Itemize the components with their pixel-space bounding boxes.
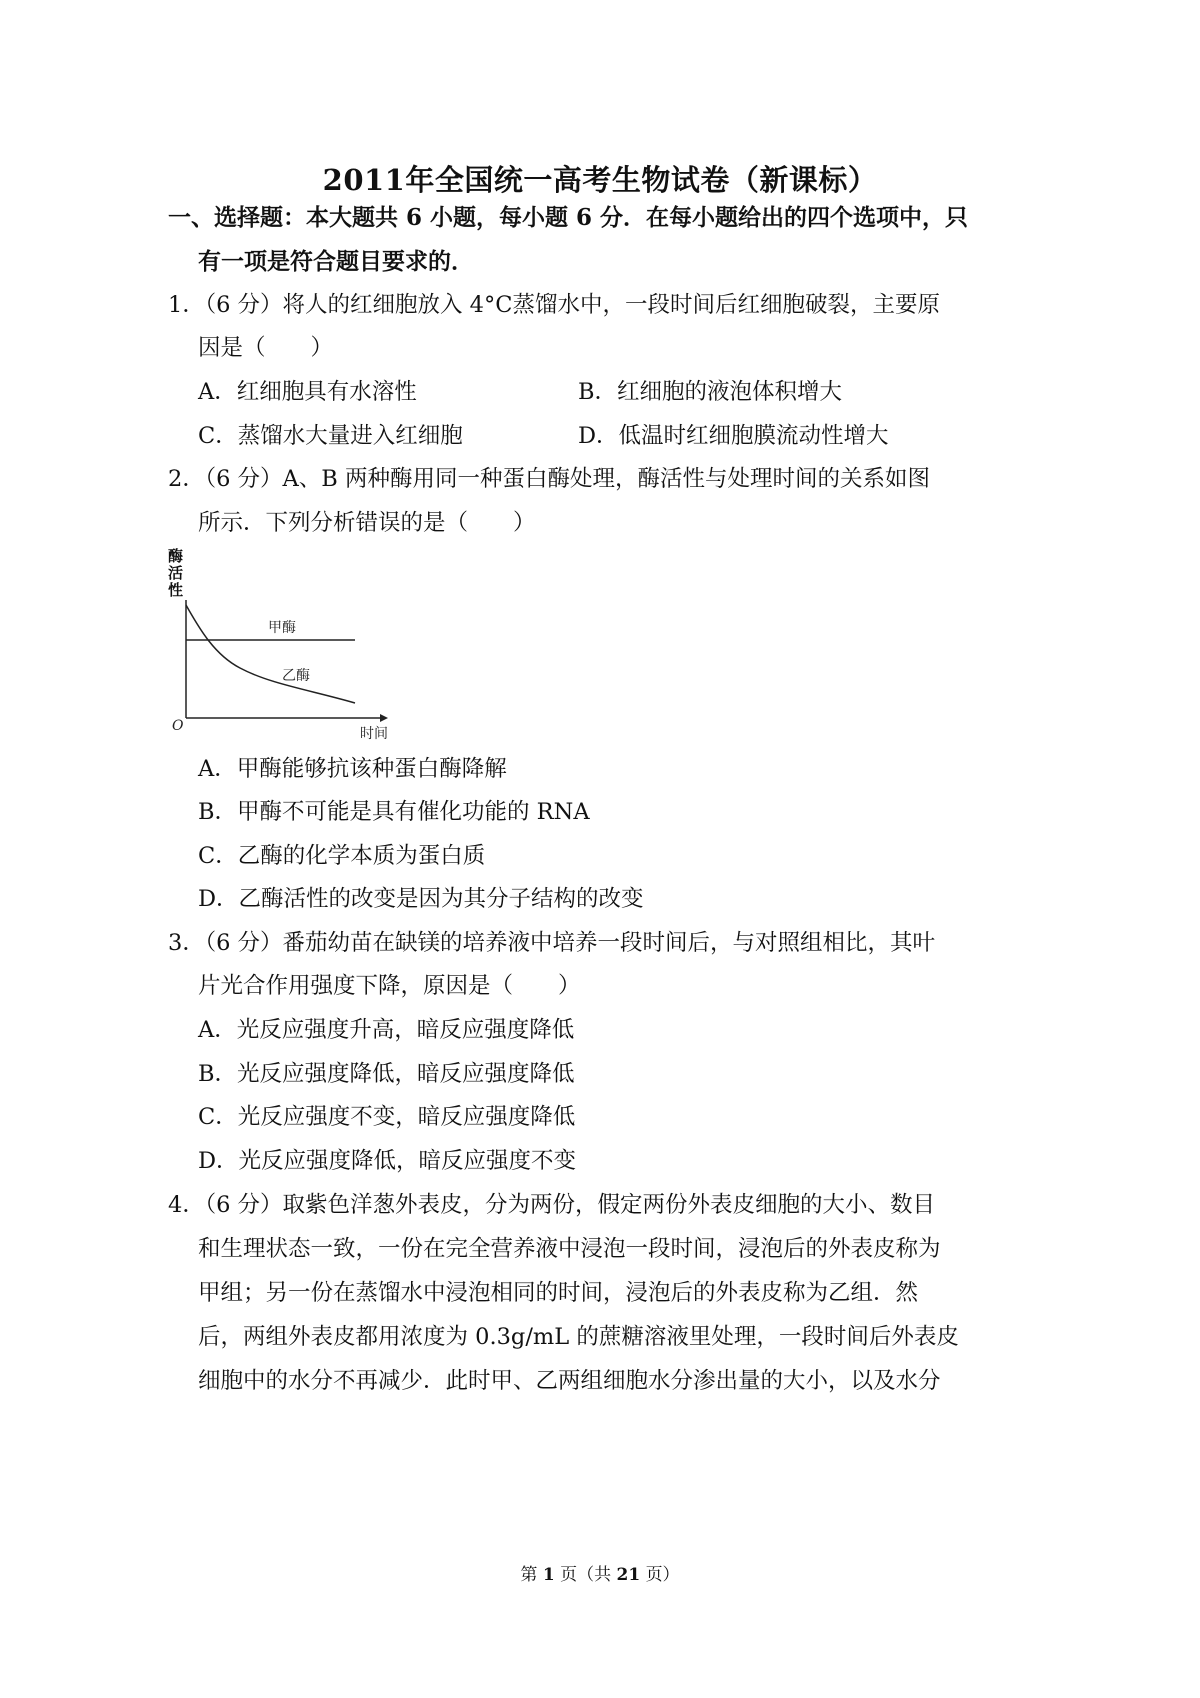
question-1-option-d: D．低温时红细胞膜流动性增大 — [578, 423, 889, 449]
footer-middle: 页（共 — [560, 1565, 612, 1585]
footer-page-number: 1 — [542, 1565, 555, 1585]
footer-prefix: 第 — [520, 1565, 538, 1585]
question-3-option-b: B．光反应强度降低，暗反应强度降低 — [198, 1061, 575, 1087]
page-footer — [0, 1560, 1200, 1585]
question-1-option-b: B．红细胞的液泡体积增大 — [578, 379, 843, 405]
question-2-line-2: 所示．下列分析错误的是（ ） — [198, 510, 536, 536]
x-axis-label: 时间 — [360, 726, 388, 742]
question-4-line-3: 甲组；另一份在蒸馏水中浸泡相同的时间，浸泡后的外表皮称为乙组．然 — [198, 1280, 919, 1306]
question-4-line-2: 和生理状态一致，一份在完全营养液中浸泡一段时间，浸泡后的外表皮称为 — [198, 1236, 941, 1262]
question-4-line-1: 4．（6 分）取紫色洋葱外表皮，分为两份，假定两份外表皮细胞的大小、数目 — [168, 1192, 936, 1218]
section-header-line-1: 一、选择题：本大题共 6 小题，每小题 6 分．在每小题给出的四个选项中，只 — [168, 204, 969, 231]
question-1-option-a: A．红细胞具有水溶性 — [198, 379, 417, 405]
y-axis-label-char-1: 酶 — [168, 547, 184, 565]
question-3-option-a: A．光反应强度升高，暗反应强度降低 — [198, 1017, 575, 1043]
question-1-line-1: 1．（6 分）将人的红细胞放入 4°C蒸馏水中，一段时间后红细胞破裂，主要原 — [168, 292, 940, 318]
y-axis-label — [168, 548, 183, 599]
question-4-line-4: 后，两组外表皮都用浓度为 0.3g/mL 的蔗糖溶液里处理，一段时间后外表皮 — [198, 1324, 959, 1350]
origin-label: O — [172, 718, 184, 734]
question-4-line-5: 细胞中的水分不再减少．此时甲、乙两组细胞水分渗出量的大小，以及水分 — [198, 1368, 941, 1394]
x-axis-arrow — [380, 714, 388, 722]
curve-enzyme-a-label: 甲酶 — [268, 620, 296, 636]
y-axis-label-char-2: 活 — [168, 564, 184, 582]
section-header-line-2: 有一项是符合题目要求的． — [198, 248, 474, 275]
question-3-option-d: D．光反应强度降低，暗反应强度不变 — [198, 1148, 577, 1174]
enzyme-activity-figure — [170, 600, 430, 820]
question-2-line-1: 2．（6 分）A、B 两种酶用同一种蛋白酶处理，酶活性与处理时间的关系如图 — [168, 466, 930, 492]
question-3-option-c: C．光反应强度不变，暗反应强度降低 — [198, 1104, 576, 1130]
question-3-line-2: 片光合作用强度下降，原因是（ ） — [198, 973, 581, 999]
question-1-line-2: 因是（ ） — [198, 335, 334, 361]
question-2-option-a: A．甲酶能够抗该种蛋白酶降解 — [198, 756, 507, 782]
question-2-option-d: D．乙酶活性的改变是因为其分子结构的改变 — [198, 886, 644, 912]
footer-suffix: 页） — [645, 1565, 680, 1585]
question-1-option-c: C．蒸馏水大量进入红细胞 — [198, 423, 463, 449]
curve-enzyme-b-label: 乙酶 — [282, 668, 310, 684]
question-3-line-1: 3．（6 分）番茄幼苗在缺镁的培养液中培养一段时间后，与对照组相比，其叶 — [168, 930, 936, 956]
footer-total-pages: 21 — [616, 1565, 641, 1585]
question-2-option-b: B．甲酶不可能是具有催化功能的 RNA — [198, 799, 590, 825]
page-title: 2011年全国统一高考生物试卷（新课标） — [322, 163, 878, 197]
question-2-option-c: C．乙酶的化学本质为蛋白质 — [198, 843, 486, 869]
y-axis-label-char-3: 性 — [168, 581, 184, 599]
